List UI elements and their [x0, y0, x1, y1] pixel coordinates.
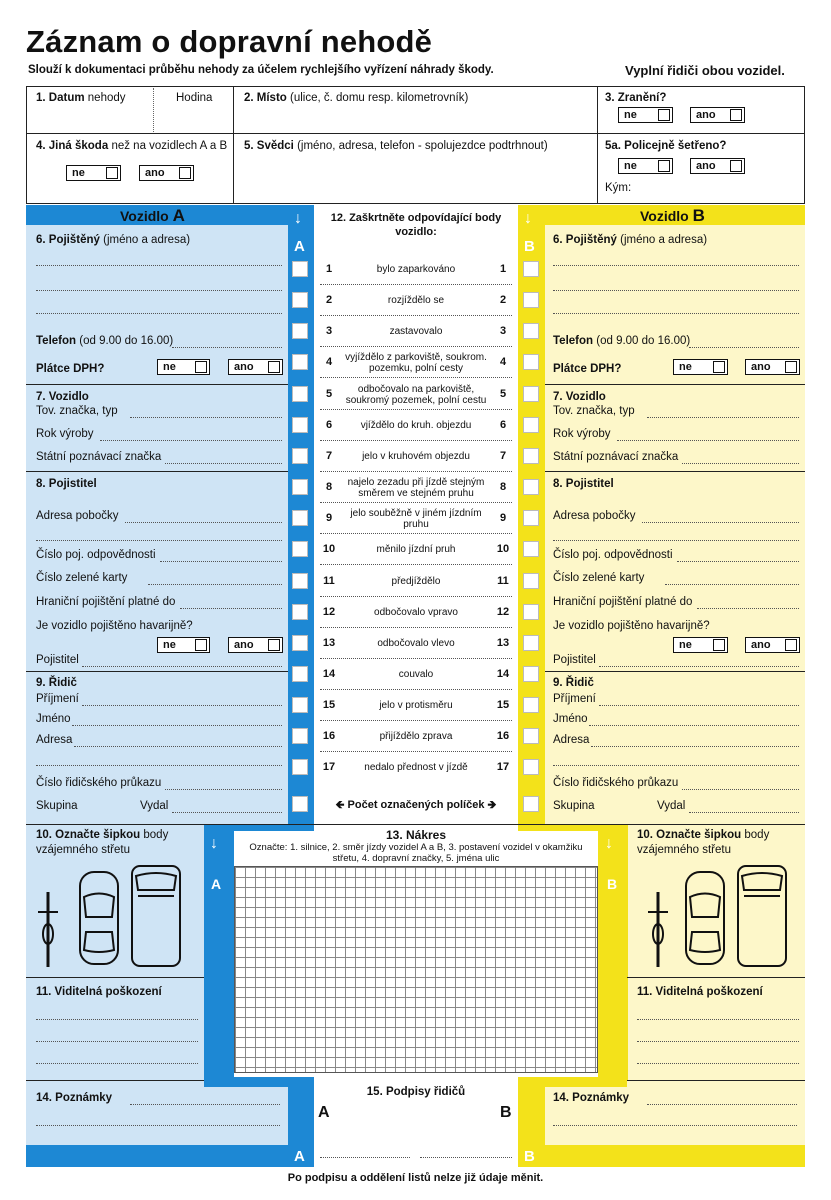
circumstance-number: 11: [497, 574, 509, 587]
a-notes: 14. Poznámky: [36, 1092, 113, 1104]
b-insured: 6. Pojištěný (jméno a adresa): [553, 234, 708, 246]
circumstance-number: 7: [499, 449, 507, 462]
form-subtitle: Slouží k dokumentaci průběhu nehody za účelem rychlejšího vyřízení náhrady škody.: [28, 64, 494, 76]
b-vat-no-checkbox[interactable]: ne: [673, 359, 728, 375]
a-phone: Telefon (od 9.00 do 16.00): [36, 335, 174, 347]
circumstance-number: 9: [325, 512, 333, 525]
circumstance-text: předjíždělo: [391, 575, 441, 587]
b-circumstance-checkbox[interactable]: [523, 666, 539, 682]
circumstance-number: 10: [322, 543, 336, 556]
form-title: Záznam o dopravní nehodě: [26, 24, 433, 59]
a-vat: Plátce DPH?: [36, 363, 105, 375]
a-insured: 6. Pojištěný (jméno a adresa): [36, 234, 191, 246]
vehicle-outlines-b[interactable]: [634, 862, 804, 972]
circumstance-number: 6: [325, 418, 333, 431]
circumstance-text: měnilo jízdní pruh: [376, 544, 456, 556]
circumstance-text: zastavovalo: [389, 326, 443, 338]
circumstance-text: jelo souběžně v jiném jízdním pruhu: [350, 508, 482, 531]
circumstance-number: 7: [325, 449, 333, 462]
signature-a-line[interactable]: [320, 1157, 410, 1158]
b-insurer: Pojistitel: [553, 654, 596, 666]
circumstance-text: bylo zaparkováno: [376, 264, 456, 275]
a-policy: Číslo poj. odpovědnosti: [36, 549, 156, 561]
circumstance-number: 10: [496, 543, 510, 556]
circumstance-number: 11: [323, 574, 335, 587]
circumstance-text: najelo zezadu při jízdě stejným směrem ve stejném pruhu: [347, 477, 485, 500]
circumstance-number: 13: [322, 636, 336, 649]
b-damage: 11. Viditelná poškození: [637, 986, 763, 998]
circumstance-text: vyjíždělo z parkoviště, soukrom. pozemku, polní cesty: [345, 352, 487, 375]
b-phone: Telefon (od 9.00 do 16.00): [553, 335, 691, 347]
injury-no-checkbox[interactable]: ne: [618, 107, 673, 123]
circumstance-number: 15: [322, 699, 336, 712]
field-date: 1. Datum nehody: [36, 92, 126, 104]
a-circumstance-checkbox[interactable]: [292, 479, 308, 495]
a-circumstance-checkbox[interactable]: [292, 448, 308, 464]
field-police: 5a. Policejně šetřeno?: [605, 140, 727, 152]
sketch-note: Označte: 1. silnice, 2. směr jízdy vozidel A a B, 3. postavení vozidel v okamžiku střetu, 4. dopravní značky, 5. jména ulic: [249, 842, 583, 864]
b-plate: Státní poznávací značka: [553, 451, 679, 463]
circumstance-number: 8: [499, 481, 507, 494]
b-vat-yes-checkbox[interactable]: ano: [745, 359, 800, 375]
b-vat: Plátce DPH?: [553, 363, 622, 375]
circumstances-title: 12. Zaškrtněte odpovídající body vozidlo:: [330, 212, 502, 238]
police-yes-checkbox[interactable]: ano: [690, 158, 745, 174]
signatures-title: 15. Podpisy řidičů: [366, 1086, 466, 1098]
a-circumstance-checkbox[interactable]: [292, 573, 308, 589]
vehicle-b-footer: [518, 1145, 805, 1167]
b-circumstance-checkbox[interactable]: [523, 292, 539, 308]
b-circumstance-checkbox[interactable]: [523, 448, 539, 464]
circumstance-text: jelo v protisměru: [379, 700, 453, 712]
a-circumstance-checkbox[interactable]: [292, 510, 308, 526]
circumstance-number: 13: [496, 636, 510, 649]
circumstance-text: vjíždělo do kruh. objezdu: [360, 419, 472, 431]
sketch-grid[interactable]: [234, 866, 598, 1073]
circumstance-text: odbočovalo vpravo: [374, 606, 458, 618]
b-green: Číslo zelené karty: [553, 572, 645, 584]
circumstance-number: 1: [325, 263, 333, 275]
circumstance-number: 16: [322, 730, 336, 743]
field-by-whom: Kým:: [605, 182, 632, 194]
vehicle-outlines-a[interactable]: [34, 862, 204, 972]
a-casco-yes-checkbox[interactable]: ano: [228, 637, 283, 653]
b-group: Skupina: [553, 800, 595, 812]
police-no-checkbox[interactable]: ne: [618, 158, 673, 174]
b-driver: 9. Řidič: [553, 677, 594, 689]
count-label: 🡸 Počet označených políček 🡺: [335, 799, 497, 811]
a-circumstance-checkbox[interactable]: [292, 386, 308, 402]
circumstance-number: 8: [325, 481, 333, 494]
b-license: Číslo řidičského průkazu: [553, 777, 679, 789]
a-plate: Státní poznávací značka: [36, 451, 162, 463]
circumstance-number: 3: [499, 325, 507, 338]
circumstance-number: 5: [325, 387, 333, 400]
damage-no-checkbox[interactable]: ne: [66, 165, 121, 181]
circumstance-text: rozjíždělo se: [387, 295, 445, 307]
circumstance-number: 15: [496, 699, 510, 712]
a-circumstance-checkbox[interactable]: [292, 261, 308, 277]
signature-b-line[interactable]: [420, 1157, 512, 1158]
a-name: Jméno: [36, 713, 71, 725]
circumstance-number: 5: [499, 387, 507, 400]
sketch-title: 13. Nákres: [385, 828, 447, 842]
a-vehicle: 7. Vozidlo: [36, 391, 89, 403]
signature-b-letter: B: [500, 1104, 512, 1121]
signature-a-letter: A: [318, 1104, 330, 1121]
field-injury: 3. Zranění?: [605, 92, 667, 104]
b-casco: Je vozidlo pojištěno havarijně?: [553, 620, 710, 632]
b-insurer-section: 8. Pojistitel: [553, 478, 614, 490]
circumstance-number: 6: [499, 418, 507, 431]
circumstance-text: nedalo přednost v jízdě: [364, 762, 468, 774]
b-circumstance-checkbox[interactable]: [523, 510, 539, 526]
circumstance-number: 17: [322, 761, 336, 774]
strip-a-letter: A: [294, 238, 305, 255]
circumstance-number: 2: [499, 294, 507, 307]
circumstance-number: 4: [325, 356, 333, 369]
circumstance-text: odbočovalo vlevo: [377, 637, 455, 649]
circumstance-text: přijíždělo zprava: [379, 731, 453, 743]
a-issued: Vydal: [140, 800, 169, 812]
b-name: Jméno: [553, 713, 588, 725]
b-policy: Číslo poj. odpovědnosti: [553, 549, 673, 561]
b-circumstance-checkbox[interactable]: [523, 417, 539, 433]
a-circumstance-checkbox[interactable]: [292, 292, 308, 308]
a-branch: Adresa pobočky: [36, 510, 119, 522]
b-branch: Adresa pobočky: [553, 510, 636, 522]
b-circumstance-checkbox[interactable]: [523, 635, 539, 651]
sketch-a-border: [204, 825, 234, 1087]
b-notes: 14. Poznámky: [553, 1092, 630, 1104]
a-insurer-section: 8. Pojistitel: [36, 478, 97, 490]
b-casco-yes-checkbox[interactable]: ano: [745, 637, 800, 653]
vehicle-a-footer: [26, 1145, 314, 1167]
fill-note: Vyplní řidiči obou vozidel.: [625, 63, 785, 78]
arrow-right-icon: 🡺: [487, 799, 497, 811]
a-circumstance-checkbox[interactable]: [292, 666, 308, 682]
a-circumstance-checkbox[interactable]: [292, 541, 308, 557]
a-vat-no-checkbox[interactable]: ne: [157, 359, 210, 375]
b-circumstance-checkbox[interactable]: [523, 697, 539, 713]
b-impact: 10. Označte šipkou body: [637, 829, 770, 841]
circumstance-number: 3: [325, 325, 333, 338]
b-circumstance-checkbox[interactable]: [523, 541, 539, 557]
injury-yes-checkbox[interactable]: ano: [690, 107, 745, 123]
field-witnesses: 5. Svědci (jméno, adresa, telefon - spolujezdce podtrhnout): [244, 140, 548, 152]
b-brand: Tov. značka, typ: [553, 405, 635, 417]
field-hour: Hodina: [176, 92, 213, 104]
circumstance-number: 14: [322, 667, 336, 680]
arrow-down-icon: ↓: [210, 835, 218, 852]
b-circumstance-checkbox[interactable]: [523, 573, 539, 589]
b-border: Hraniční pojištění platné do: [553, 596, 693, 608]
b-circumstance-checkbox[interactable]: [523, 759, 539, 775]
a-circumstance-checkbox[interactable]: [292, 759, 308, 775]
b-issued: Vydal: [657, 800, 686, 812]
arrow-down-icon: ↓: [524, 210, 532, 227]
b-circumstance-checkbox[interactable]: [523, 479, 539, 495]
a-circumstance-checkbox[interactable]: [292, 323, 308, 339]
a-border: Hraniční pojištění platné do: [36, 596, 176, 608]
footer-note: Po podpisu a oddělení listů nelze již údaje měnit.: [287, 1172, 544, 1184]
a-driver: 9. Řidič: [36, 677, 77, 689]
b-circumstance-checkbox[interactable]: [523, 323, 539, 339]
a-circumstance-checkbox[interactable]: [292, 635, 308, 651]
circumstance-number: 17: [496, 761, 510, 774]
a-address: Adresa: [36, 734, 73, 746]
circumstance-number: 1: [499, 263, 507, 275]
circumstance-number: 12: [322, 605, 336, 618]
circumstance-number: 16: [496, 730, 510, 743]
circumstance-text: couvalo: [398, 668, 434, 680]
a-circumstance-checkbox[interactable]: [292, 417, 308, 433]
b-casco-no-checkbox[interactable]: ne: [673, 637, 728, 653]
circumstance-number: 14: [496, 667, 510, 680]
b-surname: Příjmení: [553, 693, 596, 705]
circumstance-text: jelo v kruhovém objezdu: [362, 450, 470, 462]
a-brand: Tov. značka, typ: [36, 405, 118, 417]
a-insurer: Pojistitel: [36, 654, 79, 666]
a-year: Rok výroby: [36, 428, 94, 440]
b-address: Adresa: [553, 734, 590, 746]
a-license: Číslo řidičského průkazu: [36, 777, 162, 789]
circumstance-number: 9: [499, 512, 507, 525]
sketch-b-border: [598, 825, 628, 1087]
a-casco-no-checkbox[interactable]: ne: [157, 637, 210, 653]
a-circumstance-checkbox[interactable]: [292, 604, 308, 620]
b-circumstance-checkbox[interactable]: [523, 386, 539, 402]
strip-b-letter: B: [524, 238, 535, 255]
circumstance-number: 12: [496, 605, 510, 618]
arrow-down-icon: ↓: [605, 835, 613, 852]
a-count-box[interactable]: [292, 796, 308, 812]
circumstance-text: odbočovalo na parkoviště, soukromý pozemek, polní cestu: [345, 383, 487, 406]
a-circumstance-checkbox[interactable]: [292, 697, 308, 713]
a-green: Číslo zelené karty: [36, 572, 128, 584]
a-casco: Je vozidlo pojištěno havarijně?: [36, 620, 193, 632]
a-group: Skupina: [36, 800, 78, 812]
field-place: 2. Místo (ulice, č. domu resp. kilometrovník): [244, 92, 469, 104]
b-year: Rok výroby: [553, 428, 611, 440]
a-surname: Příjmení: [36, 693, 79, 705]
circumstance-number: 4: [499, 356, 507, 369]
b-circumstance-checkbox[interactable]: [523, 261, 539, 277]
b-circumstance-checkbox[interactable]: [523, 728, 539, 744]
b-count-box[interactable]: [523, 796, 539, 812]
b-vehicle: 7. Vozidlo: [553, 391, 606, 403]
a-vat-yes-checkbox[interactable]: ano: [228, 359, 283, 375]
circumstance-number: 2: [325, 294, 333, 307]
b-circumstance-checkbox[interactable]: [523, 604, 539, 620]
arrow-left-icon: 🡸: [335, 799, 345, 811]
arrow-down-icon: ↓: [294, 210, 302, 227]
a-circumstance-checkbox[interactable]: [292, 728, 308, 744]
field-other-damage: 4. Jiná škoda než na vozidlech A a B: [36, 140, 228, 152]
a-circumstance-checkbox[interactable]: [292, 354, 308, 370]
b-circumstance-checkbox[interactable]: [523, 354, 539, 370]
a-damage: 11. Viditelná poškození: [36, 986, 162, 998]
a-impact: 10. Označte šipkou body: [36, 829, 169, 841]
damage-yes-checkbox[interactable]: ano: [139, 165, 194, 181]
